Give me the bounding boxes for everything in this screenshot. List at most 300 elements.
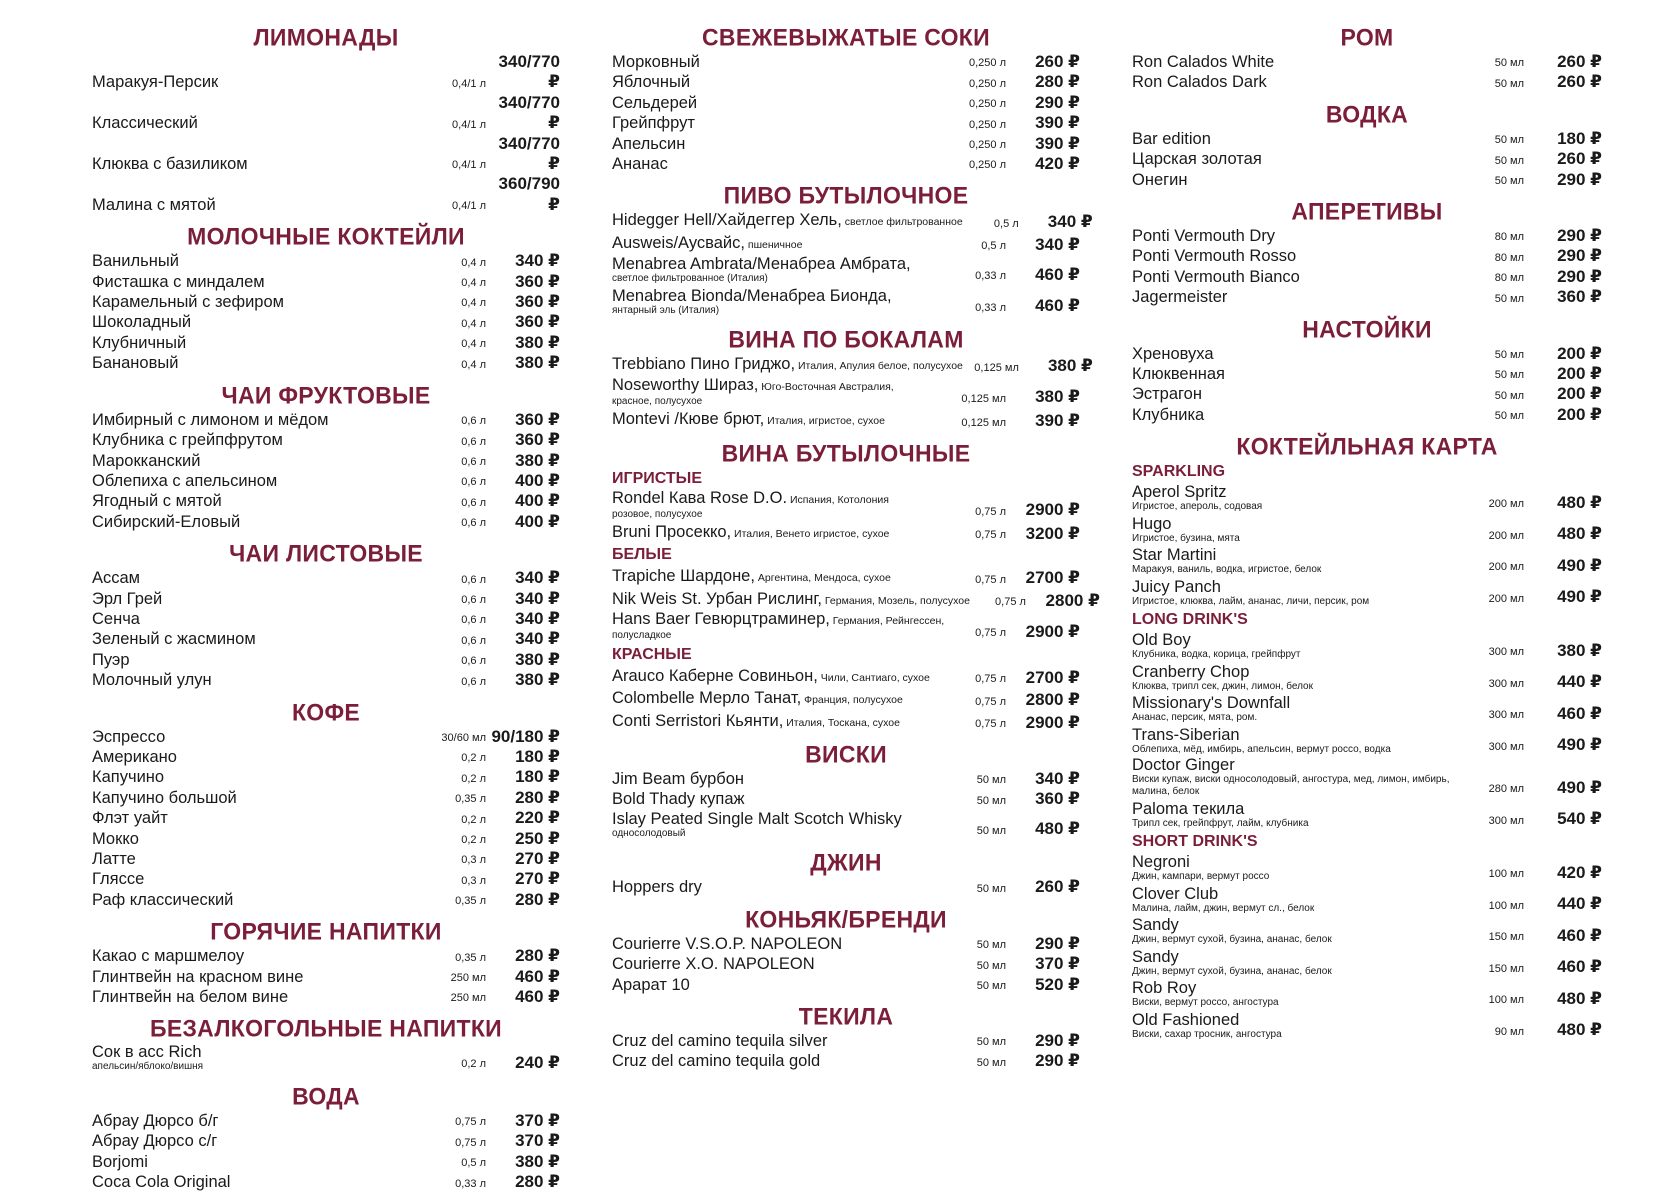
- item-volume: 50 мл: [976, 939, 1006, 952]
- menu-section: [612, 733, 1080, 840]
- item-name: [1132, 170, 1454, 190]
- item-price: 340/770 ₽: [498, 133, 560, 174]
- item-volume: 0,4/1 л: [452, 159, 486, 172]
- section-title: ПИВО БУТЫЛОЧНОЕ: [723, 181, 969, 210]
- item-name: [1132, 149, 1454, 169]
- item-price: 390 ₽: [1035, 411, 1080, 431]
- item-name: [92, 629, 410, 649]
- item-price: 360 ₽: [1557, 287, 1602, 307]
- item-price: 380 ₽: [515, 353, 560, 373]
- item-name: [92, 589, 410, 609]
- item-name: [1132, 727, 1454, 756]
- menu-item: [612, 589, 1100, 611]
- item-volume: 200 мл: [1488, 592, 1524, 605]
- item-name: [92, 195, 410, 215]
- item-title: Сельдерей: [612, 93, 698, 112]
- item-title: Colombelle Мерло Танат,: [612, 689, 802, 708]
- item-tail: светлое фильтрованное: [841, 216, 963, 229]
- item-name: [612, 934, 950, 954]
- item-name: [612, 688, 950, 710]
- item-name: [92, 292, 410, 312]
- item-volume: 150 мл: [1488, 962, 1524, 975]
- item-price: 480 ₽: [1557, 988, 1602, 1008]
- item-volume: 0,2 л: [461, 752, 486, 765]
- item-title: Классический: [92, 114, 198, 133]
- item-title: Капучино большой: [92, 788, 237, 807]
- menu-item: [1132, 384, 1602, 404]
- item-price: 420 ₽: [1557, 862, 1602, 882]
- menu-item: [92, 609, 560, 629]
- section-title: КОНЬЯК/БРЕНДИ: [745, 905, 947, 933]
- item-description: Джин, вермут сухой, бузина, ананас, белок: [1132, 965, 1332, 977]
- item-tail: Юго-Восточная Австралия,: [758, 380, 894, 393]
- menu-item: [612, 711, 1080, 733]
- item-title: Negroni: [1132, 853, 1190, 872]
- subsection-title: SHORT DRINK'S: [1132, 833, 1258, 851]
- item-volume: 0,250 л: [968, 118, 1006, 131]
- item-volume: 0,6 л: [461, 455, 486, 468]
- item-volume: 0,75 л: [975, 718, 1006, 730]
- item-price: 290 ₽: [1557, 266, 1602, 286]
- item-price: 290 ₽: [1035, 92, 1080, 112]
- item-price: 380 ₽: [515, 332, 560, 352]
- item-name: [92, 946, 410, 966]
- item-title: Trebbiano Пино Гриджо,: [612, 355, 796, 374]
- menu-item: [612, 210, 1093, 232]
- item-name: [92, 609, 410, 629]
- menu-item: [612, 490, 1080, 521]
- menu-item: [92, 451, 560, 471]
- item-price: 370 ₽: [515, 1131, 560, 1151]
- item-name: [92, 113, 410, 133]
- item-volume: 30/60 мл: [441, 731, 486, 744]
- menu-item: [1132, 979, 1602, 1009]
- item-title: Раф классический: [92, 890, 234, 909]
- subsection-title: SPARKLING: [1132, 463, 1226, 481]
- item-volume: 0,75 л: [975, 529, 1006, 542]
- menu-item: [612, 354, 1093, 376]
- section-title: НАСТОЙКИ: [1302, 315, 1432, 343]
- item-title: Эстрагон: [1132, 385, 1202, 404]
- item-name: [92, 471, 410, 491]
- menu-item: [1132, 853, 1602, 883]
- section-title: РОМ: [1340, 23, 1394, 51]
- item-volume: 50 мл: [976, 979, 1006, 992]
- item-volume: 0,125 мл: [974, 361, 1019, 374]
- item-price: 490 ₽: [1557, 777, 1602, 797]
- section-title: КОФЕ: [291, 697, 361, 726]
- menu-item: [92, 890, 560, 910]
- item-title: Courierre X.O. NAPOLEON: [612, 955, 815, 974]
- menu-section: [612, 174, 1093, 316]
- item-volume: 0,4 л: [461, 358, 486, 371]
- item-title: Courierre V.S.O.P. NAPOLEON: [612, 934, 843, 953]
- item-name: [612, 154, 950, 174]
- item-title: Sandy: [1132, 916, 1179, 935]
- item-price: 340 ₽: [1035, 234, 1080, 254]
- item-description: Ананас, персик, мята, ром.: [1132, 712, 1258, 724]
- item-title: Ausweis/Аусвайс,: [612, 233, 745, 252]
- item-title: Шоколадный: [92, 313, 192, 332]
- item-title: Cruz del camino tequila silver: [612, 1031, 828, 1050]
- menu-item: [612, 113, 1080, 133]
- section-title: ДЖИН: [810, 848, 882, 876]
- item-name: [612, 711, 950, 733]
- item-name: [1132, 129, 1454, 149]
- item-name: [92, 1111, 410, 1131]
- item-price: 360 ₽: [515, 430, 560, 450]
- section-title: ГОРЯЧИЕ НАПИТКИ: [210, 917, 442, 945]
- item-title: Hugo: [1132, 514, 1172, 533]
- item-title: Menabrea Bionda/Менабреа Бионда,: [612, 286, 892, 305]
- item-name: [612, 72, 950, 92]
- item-description: односолодовый: [612, 827, 686, 839]
- item-price: 290 ₽: [1557, 169, 1602, 189]
- item-price: 420 ₽: [1035, 154, 1080, 174]
- item-title: Апельсин: [612, 134, 686, 153]
- item-title: Jim Beam бурбон: [612, 770, 744, 788]
- item-name: [612, 566, 950, 588]
- item-volume: 0,6 л: [461, 573, 486, 586]
- item-name: [1132, 949, 1454, 978]
- item-title: Ron Calados Dark: [1132, 73, 1267, 92]
- item-price: 2700 ₽: [1025, 667, 1080, 687]
- menu-item: [92, 134, 560, 175]
- item-name: [92, 1152, 410, 1172]
- item-name: [92, 491, 410, 511]
- subsection-title: LONG DRINK'S: [1132, 611, 1248, 629]
- item-name: [612, 522, 950, 544]
- section-title: МОЛОЧНЫЕ КОКТЕЙЛИ: [187, 222, 465, 250]
- menu-section: [612, 898, 1080, 995]
- item-price: 380 ₽: [515, 450, 560, 470]
- item-name: [612, 93, 950, 113]
- item-name: [92, 251, 410, 271]
- item-price: 380 ₽: [515, 1151, 560, 1171]
- item-volume: 80 мл: [1494, 231, 1524, 244]
- item-name: [612, 1051, 950, 1071]
- item-price: 3200 ₽: [1025, 524, 1080, 544]
- item-volume: 50 мл: [1494, 369, 1524, 382]
- item-volume: 50 мл: [976, 882, 1006, 895]
- menu-item: [92, 788, 560, 808]
- section-title: ЛИМОНАДЫ: [253, 23, 399, 51]
- menu-section: [612, 995, 1080, 1072]
- menu-item: [1132, 800, 1602, 830]
- item-title: Зеленый с жасмином: [92, 630, 256, 649]
- item-title: Фисташка с миндалем: [92, 272, 265, 291]
- item-title: Сибирский-Еловый: [92, 512, 241, 531]
- item-name: [92, 430, 410, 450]
- item-price: 380 ₽: [515, 649, 560, 669]
- menu-section: [92, 215, 560, 373]
- menu-item: [612, 688, 1080, 710]
- item-tail: Германия, Рейнгессен,: [829, 615, 945, 628]
- section-title: ЧАИ ЛИСТОВЫЕ: [229, 539, 423, 567]
- item-name: [92, 154, 410, 174]
- item-price: 540 ₽: [1557, 809, 1602, 829]
- menu-section: [1132, 93, 1602, 190]
- menu-column-3: [1132, 22, 1602, 1042]
- item-volume: 250 мл: [450, 972, 486, 985]
- menu-item: [1132, 663, 1602, 693]
- item-price: 180 ₽: [515, 767, 560, 787]
- menu-item: [612, 287, 1080, 317]
- item-price: 360/790 ₽: [498, 174, 560, 214]
- item-volume: 0,250 л: [968, 139, 1006, 152]
- item-description: апельсин/яблоко/вишня: [92, 1061, 204, 1073]
- item-volume: 0,33 л: [975, 301, 1006, 314]
- menu-item: [92, 829, 560, 849]
- item-title: Nik Weis St. Урбан Рислинг,: [612, 589, 823, 608]
- item-title: Марокканский: [92, 451, 201, 470]
- item-description: Игристое, клюква, лайм, ананас, личи, персик, ром: [1132, 595, 1370, 607]
- item-title: Ассам: [92, 569, 141, 588]
- item-name: [1132, 52, 1454, 72]
- item-description: светлое фильтрованное (Италия): [612, 273, 768, 285]
- item-volume: 100 мл: [1488, 994, 1524, 1007]
- item-volume: 0,6 л: [461, 593, 486, 606]
- item-price: 340 ₽: [515, 629, 560, 649]
- item-name: [612, 113, 950, 133]
- menu-item: [612, 975, 1080, 995]
- item-tail: Италия, Венето игристое, сухое: [731, 528, 890, 541]
- item-volume: 0,5 л: [993, 217, 1019, 230]
- item-price: 280 ₽: [515, 889, 560, 909]
- item-volume: 0,6 л: [461, 517, 486, 530]
- menu-section: [92, 1007, 560, 1073]
- menu-item: [612, 810, 1080, 840]
- item-price: 370 ₽: [515, 1110, 560, 1130]
- item-title: Клубника с грейпфрутом: [92, 431, 283, 450]
- item-price: 290 ₽: [1035, 1030, 1080, 1050]
- item-description: полусладкое: [612, 630, 672, 642]
- item-price: 220 ₽: [515, 808, 560, 828]
- menu-item: [1132, 631, 1602, 661]
- item-title: Hoppers dry: [612, 878, 702, 897]
- item-name: [1132, 226, 1454, 246]
- item-volume: 0,75 л: [975, 673, 1006, 686]
- item-price: 390 ₽: [1035, 113, 1080, 133]
- menu-column-1: [92, 22, 560, 1193]
- item-volume: 280 мл: [1488, 783, 1524, 796]
- item-name: [612, 490, 950, 521]
- item-title: Ponti Vermouth Bianco: [1132, 267, 1300, 286]
- item-title: Карамельный с зефиром: [92, 293, 284, 312]
- item-title: Trans-Siberian: [1132, 725, 1240, 744]
- item-title: Noseworthy Шираз,: [612, 375, 759, 394]
- menu-item: [612, 566, 1080, 588]
- item-volume: 50 мл: [1494, 57, 1524, 70]
- menu-section: [92, 374, 560, 532]
- item-name: [1132, 287, 1454, 307]
- item-volume: 80 мл: [1494, 251, 1524, 264]
- item-name: [92, 987, 410, 1007]
- item-price: 280 ₽: [515, 946, 560, 966]
- item-volume: 0,35 л: [455, 793, 486, 806]
- item-name: [612, 377, 950, 408]
- menu-item: [1132, 546, 1602, 576]
- item-volume: 300 мл: [1488, 646, 1524, 659]
- item-volume: 0,250 л: [968, 77, 1006, 90]
- item-name: [92, 72, 410, 92]
- item-name: [92, 333, 410, 353]
- section-title: ВОДА: [292, 1082, 360, 1110]
- item-title: Капучино: [92, 768, 165, 787]
- item-price: 260 ₽: [1035, 877, 1080, 897]
- menu-section: [92, 691, 560, 911]
- item-name: [92, 1172, 410, 1192]
- item-title: Американо: [92, 747, 177, 766]
- menu-section: [612, 432, 1100, 733]
- item-price: 2900 ₽: [1025, 712, 1080, 732]
- item-description: Малина, лайм, джин, вермут сл., белок: [1132, 902, 1315, 914]
- item-title: Cruz del camino tequila gold: [612, 1052, 821, 1071]
- item-name: [612, 1031, 950, 1051]
- item-name: [1132, 980, 1454, 1009]
- item-price: 200 ₽: [1557, 343, 1602, 363]
- menu-item: [92, 869, 560, 889]
- menu-item: [612, 877, 1080, 897]
- item-price: 2900 ₽: [1025, 500, 1080, 520]
- menu-item: [1132, 694, 1602, 724]
- menu-item: [92, 312, 560, 332]
- item-description: Трипл сек, грейпфрут, лайм, клубника: [1132, 817, 1309, 829]
- item-title: Islay Peated Single Malt Scotch Whisky: [612, 809, 902, 828]
- menu-item: [92, 272, 560, 292]
- section-title: СВЕЖЕВЫЖАТЫЕ СОКИ: [702, 23, 990, 51]
- item-price: 480 ₽: [1035, 819, 1080, 839]
- menu-section: [1132, 425, 1602, 1041]
- item-name: [92, 727, 410, 747]
- item-title: Гляссе: [92, 870, 145, 889]
- item-price: 340 ₽: [1047, 212, 1093, 232]
- item-price: 390 ₽: [1035, 133, 1080, 153]
- item-volume: 0,33 л: [975, 270, 1006, 283]
- item-price: 360 ₽: [515, 409, 560, 429]
- item-tail: Чили, Сантиаго, сухое: [817, 671, 930, 684]
- item-price: 280 ₽: [1035, 72, 1080, 92]
- item-volume: 0,4 л: [461, 277, 486, 290]
- item-name: [92, 829, 410, 849]
- item-title: Conti Serristori Кьянти,: [612, 711, 784, 730]
- item-volume: 50 мл: [976, 1036, 1006, 1049]
- item-price: 360 ₽: [515, 292, 560, 312]
- menu-item: [1132, 72, 1602, 92]
- item-volume: 50 мл: [1494, 154, 1524, 167]
- menu-section: [1132, 190, 1602, 308]
- item-tail: Аргентина, Мендоса, сухое: [754, 572, 891, 585]
- item-name: [92, 1044, 410, 1073]
- item-price: 340 ₽: [515, 568, 560, 588]
- item-price: 2800 ₽: [1045, 590, 1100, 610]
- item-title: Ponti Vermouth Rosso: [1132, 247, 1297, 266]
- item-volume: 100 мл: [1488, 899, 1524, 912]
- menu-section: [92, 532, 560, 690]
- item-title: Star Martini: [1132, 546, 1217, 565]
- item-name: [1132, 1012, 1454, 1041]
- menu-section: [1132, 308, 1602, 426]
- subsection-title: БЕЛЫЕ: [612, 546, 672, 564]
- item-price: 290 ₽: [1035, 1051, 1080, 1071]
- item-title: Sandy: [1132, 947, 1179, 966]
- item-title: Глинтвейн на белом вине: [92, 988, 289, 1007]
- item-price: 460 ₽: [515, 966, 560, 986]
- item-name: [612, 134, 950, 154]
- item-name: [1132, 917, 1454, 946]
- item-description: Виски, вермут россо, ангостура: [1132, 997, 1279, 1009]
- item-volume: 50 мл: [1494, 349, 1524, 362]
- menu-item: [612, 789, 1080, 809]
- item-name: [92, 869, 410, 889]
- item-title: Арарат 10: [612, 975, 690, 994]
- item-title: Bruni Просекко,: [612, 523, 732, 542]
- item-price: 460 ₽: [1035, 296, 1080, 316]
- item-title: Ponti Vermouth Dry: [1132, 227, 1276, 246]
- item-description: Клубника, водка, корица, грейпфрут: [1132, 649, 1301, 661]
- item-title: Абрау Дюрсо б/г: [92, 1111, 219, 1130]
- menu-item: [1132, 726, 1602, 756]
- item-name: [1132, 246, 1454, 266]
- item-description: Облепиха, мёд, имбирь, апельсин, вермут россо, водка: [1132, 743, 1391, 755]
- item-price: 380 ₽: [515, 670, 560, 690]
- menu-item: [92, 410, 560, 430]
- menu-item: [1132, 515, 1602, 545]
- item-title: Rondel Кава Rose D.O.: [612, 488, 788, 507]
- item-description: розовое, полусухое: [612, 508, 703, 520]
- item-description: Джин, вермут сухой, бузина, ананас, белок: [1132, 934, 1332, 946]
- item-title: Имбирный с лимоном и мёдом: [92, 410, 329, 429]
- item-title: Missionary's Downfall: [1132, 694, 1291, 713]
- item-volume: 0,6 л: [461, 634, 486, 647]
- menu-item: [612, 52, 1080, 72]
- item-tail: Италия, Апулия белое, полусухое: [795, 360, 963, 373]
- item-name: [92, 1131, 410, 1151]
- item-volume: 0,6 л: [461, 435, 486, 448]
- item-title: Эспрессо: [92, 727, 166, 746]
- menu-item: [92, 333, 560, 353]
- item-volume: 0,2 л: [461, 813, 486, 826]
- menu-section: [1132, 22, 1602, 93]
- menu-item: [92, 987, 560, 1007]
- item-name: [612, 354, 963, 376]
- menu-item: [612, 934, 1080, 954]
- item-title: Jagermeister: [1132, 288, 1228, 307]
- menu-item: [1132, 267, 1602, 287]
- item-name: [1132, 801, 1454, 830]
- item-price: 460 ₽: [1035, 264, 1080, 284]
- item-volume: 0,5 л: [461, 1157, 486, 1170]
- menu-item: [1132, 578, 1602, 608]
- menu-item: [92, 1172, 560, 1192]
- item-volume: 0,4/1 л: [452, 200, 486, 213]
- item-volume: 0,75 л: [995, 596, 1026, 609]
- item-name: [1132, 664, 1454, 693]
- item-tail: пшеничное: [744, 238, 803, 251]
- menu-item: [92, 251, 560, 271]
- item-name: [612, 611, 950, 642]
- menu-item: [612, 255, 1080, 285]
- menu-item: [1132, 344, 1602, 364]
- item-price: 520 ₽: [1035, 974, 1080, 994]
- menu-item: [1132, 885, 1602, 915]
- menu-item: [92, 1131, 560, 1151]
- item-description: Клюква, трипл сек, джин, лимон, белок: [1132, 680, 1313, 692]
- item-volume: 200 мл: [1488, 498, 1524, 511]
- menu-item: [1132, 149, 1602, 169]
- item-title: Хреновуха: [1132, 344, 1214, 363]
- item-volume: 250 мл: [450, 992, 486, 1005]
